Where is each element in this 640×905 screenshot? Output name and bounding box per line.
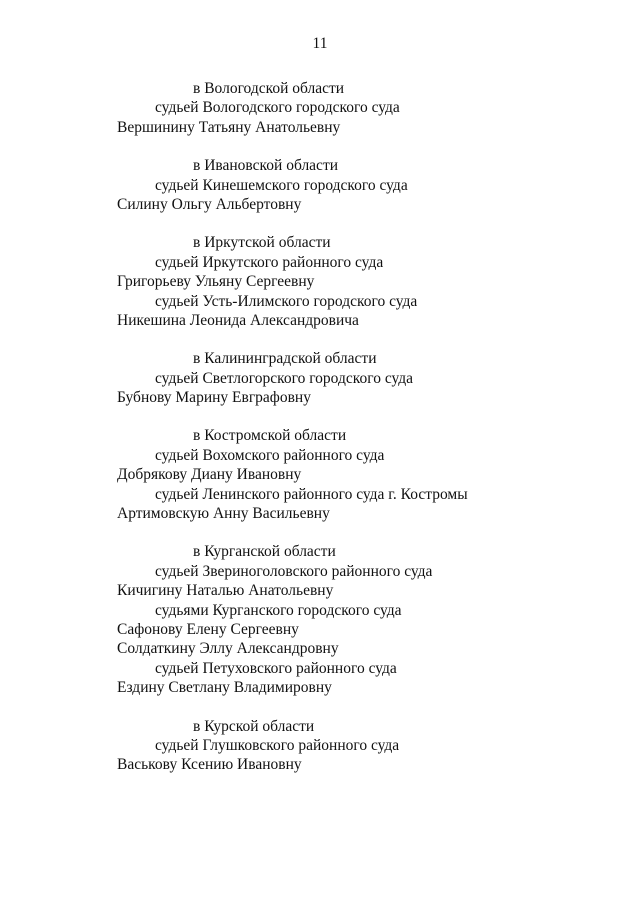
person-name: Силину Ольгу Альбертовну [117, 195, 302, 213]
region-heading: в Костромской области [193, 427, 347, 445]
person-name: Вершинину Татьяну Анатольевну [117, 118, 341, 136]
court-line: судьей Петуховского районного суда [155, 659, 397, 677]
region-heading: в Курской области [193, 717, 315, 735]
region-heading: в Вологодской области [193, 80, 345, 97]
court-line: судьей Ленинского районного суда г. Костромы [155, 485, 468, 503]
region-heading: в Калининградской области [193, 350, 377, 368]
person-name: Ездину Светлану Владимировну [117, 679, 332, 697]
region-block-irkutsk [0, 233, 640, 330]
appointments-list [0, 79, 640, 794]
court-line: судьей Светлогорского городского суда [155, 369, 414, 387]
person-name: Солдаткину Эллу Александровну [117, 640, 339, 658]
person-name: Артимовскую Анну Васильевну [117, 505, 330, 523]
court-line: судьей Иркутского районного суда [155, 253, 384, 271]
court-line: судьей Вологодского городского суда [155, 99, 400, 117]
region-block-kaliningrad [0, 349, 640, 407]
region-block-kostroma [0, 426, 640, 523]
person-name: Григорьеву Ульяну Сергеевну [117, 273, 315, 291]
region-block-vologda [0, 79, 640, 137]
page-number: 11 [312, 35, 328, 52]
person-name: Кичигину Наталью Анатольевну [117, 582, 334, 600]
region-heading: в Ивановской области [193, 157, 339, 175]
court-line: судьей Глушковского районного суда [155, 736, 400, 754]
court-line: судьей Усть-Илимского городского суда [155, 292, 418, 310]
region-block-ivanovo [0, 156, 640, 214]
court-line: судьей Вохомского районного суда [155, 446, 385, 464]
person-name: Васькову Ксению Ивановну [117, 756, 302, 774]
region-block-kursk [0, 717, 640, 775]
region-block-kurgan [0, 542, 640, 697]
region-heading: в Иркутской области [193, 234, 331, 252]
person-name: Добрякову Диану Ивановну [117, 466, 302, 484]
person-name: Никешина Леонида Александровича [117, 311, 359, 329]
person-name: Бубнову Марину Евграфовну [117, 389, 311, 407]
court-line: судьями Курганского городского суда [155, 601, 402, 619]
court-line: судьей Звериноголовского районного суда [155, 562, 433, 580]
court-line: судьей Кинешемского городского суда [155, 176, 408, 194]
region-heading: в Курганской области [193, 543, 336, 561]
person-name: Сафонову Елену Сергеевну [117, 620, 299, 638]
